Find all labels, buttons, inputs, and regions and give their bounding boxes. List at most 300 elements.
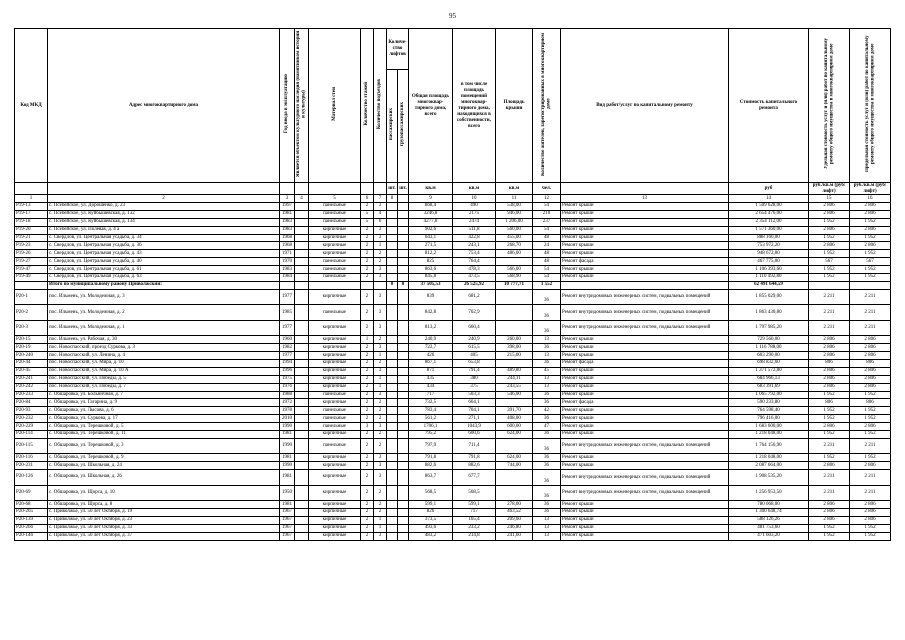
cell-residents: 54 <box>533 266 561 274</box>
cell-unit-cost: 2 806 <box>809 383 850 391</box>
cell-entrances: 3 <box>374 454 387 462</box>
cell-residents: 36 <box>533 430 561 438</box>
cell-max-cost: 1 952 <box>850 218 891 226</box>
cell-code: Р20-242 <box>15 383 48 391</box>
cell-floors: 1 <box>361 336 374 344</box>
header-work-type: Вид работ/услуг по капитальному ремонту <box>561 29 729 183</box>
cell-max-cost: 2 806 <box>850 501 891 509</box>
cell-lifts-cargo <box>398 352 409 360</box>
units-row <box>15 183 891 195</box>
cell-total-area: 561,2 <box>409 415 453 423</box>
cell-work-type: Ремонт крыши <box>561 415 729 423</box>
cell-floors: 2 <box>361 391 374 399</box>
cell-entrances: 6 <box>374 218 387 226</box>
cell-wall-material: панельные <box>309 210 361 218</box>
cell-total-area: 373,5 <box>409 516 453 524</box>
unit-sqm: кв.м <box>496 183 533 195</box>
cell-wall-material: кирпичные <box>309 524 361 532</box>
cell-code: Р19-18 <box>15 218 48 226</box>
cell-wall-material: кирпичные <box>309 383 361 391</box>
cell-unit-cost: 2 806 <box>809 210 850 218</box>
cell-owned-area: 478,3 <box>453 266 496 274</box>
cell-roof-area: 243,55 <box>496 383 533 391</box>
table-row <box>15 305 891 321</box>
cell-heritage <box>295 462 309 470</box>
column-number: 11 <box>496 195 533 203</box>
cell-floors: 2 <box>361 234 374 242</box>
cell-floors: 2 <box>361 242 374 250</box>
cell-address: с. Псебейское, ул. Дорошенко, д. 23 <box>48 203 280 211</box>
cell-wall-material: кирпичные <box>309 367 361 375</box>
cell-floors: 2 <box>361 485 374 501</box>
cell-lifts-cargo <box>398 320 409 336</box>
cell-cost: 1 764 156,90 <box>729 438 809 454</box>
table-row <box>15 430 891 438</box>
cell-wall-material: панельные <box>309 274 361 282</box>
cell-address: с. Приволжье, ул. 50 лет Октября, д. 37 <box>48 532 280 540</box>
cell-total-area: 839 <box>409 289 453 305</box>
cell-total-area: 568,5 <box>409 485 453 501</box>
cell-lifts-passenger <box>387 320 398 336</box>
unit-rub: руб <box>729 183 809 195</box>
cell-max-cost: 1 952 <box>850 532 891 540</box>
cell-heritage <box>295 516 309 524</box>
cell-code: Р20-1 <box>15 289 48 305</box>
cell-roof-area: 455,00 <box>496 234 533 242</box>
cell-cost: 471 603,20 <box>729 532 809 540</box>
cell-address: пос. Новоспасский, проезд Суркова, д. 3 <box>48 344 280 352</box>
repair-register-table <box>14 28 891 541</box>
cell-address: с. Обшаровка, ул. Терешковой, д. 5 <box>48 423 280 431</box>
cell-work-type: Ремонт крыши <box>561 203 729 211</box>
cell-heritage <box>295 485 309 501</box>
cell-owned-area: 599,1 <box>453 501 496 509</box>
cell-address: с. Обшаровка, ул. Суркова, д. 17 <box>48 415 280 423</box>
cell-floors: 2 <box>361 258 374 266</box>
cell-unit-cost: 2 211 <box>809 289 850 305</box>
cell-wall-material <box>309 281 361 289</box>
cell-lifts-cargo <box>398 234 409 242</box>
cell-address: с. Приволжье, ул. 50 лет Октября, д. 33 <box>48 524 280 532</box>
cell-heritage <box>295 281 309 289</box>
cell-code: Р20-44 <box>15 359 48 367</box>
cell-max-cost: 2 806 <box>850 352 891 360</box>
cell-roof-area: 560,00 <box>496 226 533 234</box>
cell-address: с. Обшаровка, ул. Лысова, д. 6 <box>48 407 280 415</box>
cell-unit-cost: 2 806 <box>809 242 850 250</box>
cell-work-type: Ремонт крыши <box>561 524 729 532</box>
cell-unit-cost: 2 806 <box>809 367 850 375</box>
cell-lifts-passenger <box>387 407 398 415</box>
header-lifts: Количе-ство лифтов <box>387 29 409 70</box>
cell-wall-material: панельные <box>309 407 361 415</box>
cell-work-type: Ремонт внутридомовых инженерных систем, подвальных помещений <box>561 438 729 454</box>
cell-work-type: Ремонт крыши <box>561 407 729 415</box>
cell-owned-area: 653,8 <box>453 359 496 367</box>
cell-wall-material: панельные <box>309 423 361 431</box>
cell-roof-area <box>496 359 533 367</box>
cell-total-area: 825 <box>409 258 453 266</box>
cell-residents: 36 <box>533 462 561 470</box>
cell-lifts-cargo <box>398 289 409 305</box>
cell-lifts-passenger <box>387 383 398 391</box>
cell-code: Р20-19 <box>15 344 48 352</box>
cell-max-cost: 1 952 <box>850 415 891 423</box>
table-row <box>15 274 891 282</box>
cell-roof-area: 546,00 <box>496 391 533 399</box>
cell-cost: 62 491 644,59 <box>729 281 809 289</box>
cell-max-cost: 2 211 <box>850 305 891 321</box>
cell-entrances: 2 <box>374 501 387 509</box>
cell-heritage <box>295 454 309 462</box>
cell-year: 1972 <box>280 399 295 407</box>
cell-residents: 54 <box>533 203 561 211</box>
cell-floors: 2 <box>361 289 374 305</box>
cell-unit-cost: 1 952 <box>809 250 850 258</box>
cell-year: 1997 <box>280 203 295 211</box>
cell-cost: 729 560,00 <box>729 336 809 344</box>
cell-lifts-passenger <box>387 454 398 462</box>
column-number: 2 <box>48 195 280 203</box>
cell-work-type: Ремонт крыши <box>561 532 729 540</box>
cell-cost: 1 855 029,00 <box>729 289 809 305</box>
cell-lifts-passenger <box>387 509 398 517</box>
cell-total-area: 3246,8 <box>409 210 453 218</box>
cell-year: 1996 <box>280 367 295 375</box>
cell-residents: 54 <box>533 226 561 234</box>
unit-sqm: кв.м <box>409 183 453 195</box>
cell-floors: 2 <box>361 399 374 407</box>
cell-max-cost: 1 952 <box>850 250 891 258</box>
cell-year: 1981 <box>280 454 295 462</box>
cell-entrances: 2 <box>374 509 387 517</box>
header-wall-material: Материал стен <box>309 29 361 183</box>
cell-address: с. Свердлов, ул. Центральная усадьба, д. 34 <box>48 234 280 242</box>
cell-owned-area: 717 <box>453 509 496 517</box>
cell-lifts-cargo <box>398 454 409 462</box>
table-row <box>15 501 891 509</box>
header-entrances: Количество подъездов <box>374 29 387 183</box>
cell-max-cost: 2 806 <box>850 344 891 352</box>
cell-wall-material: кирпичные <box>309 250 361 258</box>
cell-roof-area: 744,00 <box>496 462 533 470</box>
cell-lifts-cargo <box>398 210 409 218</box>
cell-heritage <box>295 470 309 486</box>
cell-lifts-passenger <box>387 430 398 438</box>
cell-unit-cost: 2 806 <box>809 509 850 517</box>
cell-roof-area <box>496 289 533 305</box>
cell-entrances: 1 <box>374 524 387 532</box>
cell-wall-material: кирпичные <box>309 320 361 336</box>
cell-year: 1977 <box>280 289 295 305</box>
cell-cost: 948 672,00 <box>729 250 809 258</box>
cell-address: пос. Новоспасский, ул. Победы, д. 5 <box>48 375 280 383</box>
cell-max-cost: 2 211 <box>850 320 891 336</box>
cell-total-area: 1706,1 <box>409 423 453 431</box>
cell-address: с. Свердлов, ул. Центральная усадьба, д. 43 <box>48 250 280 258</box>
table-row <box>15 210 891 218</box>
cell-work-type: Ремонт крыши <box>561 336 729 344</box>
cell-floors: 2 <box>361 383 374 391</box>
cell-total-area: 599,1 <box>409 501 453 509</box>
cell-work-type: Ремонт крыши <box>561 266 729 274</box>
cell-unit-cost: 2 211 <box>809 320 850 336</box>
cell-roof-area: 244,11 <box>496 375 533 383</box>
cell-residents: 1 552 <box>533 281 561 289</box>
column-number: 15 <box>809 195 850 203</box>
cell-entrances: 1 <box>374 242 387 250</box>
cell-lifts-passenger <box>387 375 398 383</box>
cell-year: 1971 <box>280 250 295 258</box>
cell-owned-area: 753,4 <box>453 250 496 258</box>
cell-year: 1981 <box>280 501 295 509</box>
table-row <box>15 218 891 226</box>
cell-max-cost: 2 806 <box>850 423 891 431</box>
cell-lifts-passenger <box>387 266 398 274</box>
cell-cost: 1 571 360,00 <box>729 226 809 234</box>
cell-max-cost <box>850 281 891 289</box>
cell-roof-area: 408,00 <box>496 415 533 423</box>
cell-address: пос. Новоспасский, ул. Мира, д. 10 А <box>48 367 280 375</box>
cell-floors: 2 <box>361 516 374 524</box>
cell-lifts-cargo <box>398 509 409 517</box>
cell-owned-area: 1043,9 <box>453 423 496 431</box>
cell-cost: 698 832,60 <box>729 359 809 367</box>
cell-floors: 2 <box>361 524 374 532</box>
cell-entrances: 3 <box>374 226 387 234</box>
cell-lifts-passenger <box>387 501 398 509</box>
cell-residents: 36 <box>533 289 561 305</box>
cell-entrances: 1 <box>374 383 387 391</box>
cell-wall-material: кирпичные <box>309 454 361 462</box>
cell-heritage <box>295 407 309 415</box>
cell-code: Р20-116 <box>15 454 48 462</box>
cell-heritage <box>295 250 309 258</box>
cell-address: с. Обшаровка, ул. Терешковой, д. 11 <box>48 430 280 438</box>
header-code: Код МКД <box>15 29 48 183</box>
column-number: 12 <box>533 195 561 203</box>
cell-lifts-cargo <box>398 516 409 524</box>
cell-cost: 684 966,13 <box>729 375 809 383</box>
cell-entrances: 3 <box>374 462 387 470</box>
cell-work-type: Ремонт крыши <box>561 210 729 218</box>
cell-year: 1950 <box>280 485 295 501</box>
cell-address: пос. Ильмень, ул. Рабочая, д. 30 <box>48 336 280 344</box>
cell-wall-material: кирпичные <box>309 532 361 540</box>
column-numbers-row <box>15 195 891 203</box>
cell-cost: 1 300 648,74 <box>729 509 809 517</box>
cell-code: Р20-84 <box>15 399 48 407</box>
cell-residents: 24 <box>533 242 561 250</box>
cell-floors: 2 <box>361 438 374 454</box>
cell-roof-area: 1 206,00 <box>496 218 533 226</box>
cell-year: 1988 <box>280 391 295 399</box>
cell-code: Р20-15 <box>15 336 48 344</box>
cell-entrances: 1 <box>374 516 387 524</box>
cell-lifts-cargo <box>398 203 409 211</box>
cell-heritage <box>295 438 309 454</box>
cell-cost: 780 068,00 <box>729 501 809 509</box>
cell-work-type: Ремонт внутридомовых инженерных систем, подвальных помещений <box>561 485 729 501</box>
cell-owned-area: 791,4 <box>453 367 496 375</box>
cell-max-cost: 1 952 <box>850 266 891 274</box>
cell-floors: 2 <box>361 375 374 383</box>
cell-max-cost: 1 952 <box>850 274 891 282</box>
cell-wall-material: панельные <box>309 203 361 211</box>
cell-roof-area: 624,00 <box>496 454 533 462</box>
cell-work-type <box>561 281 729 289</box>
cell-floors: 2 <box>361 250 374 258</box>
cell-entrances: 2 <box>374 485 387 501</box>
cell-cost: 753 972,20 <box>729 242 809 250</box>
cell-lifts-passenger <box>387 415 398 423</box>
cell-residents: 48 <box>533 234 561 242</box>
cell-max-cost: 567 <box>850 258 891 266</box>
cell-wall-material: панельные <box>309 305 361 321</box>
cell-residents: 36 <box>533 509 561 517</box>
cell-unit-cost: 2 806 <box>809 203 850 211</box>
header-row <box>15 29 891 70</box>
cell-lifts-passenger <box>387 242 398 250</box>
cell-lifts-passenger <box>387 305 398 321</box>
cell-address: с. Псебейское, ул. Куйбышевская, д. 134 <box>48 218 280 226</box>
cell-work-type: Ремонт крыши <box>561 375 729 383</box>
cell-year: 1990 <box>280 438 295 454</box>
cell-roof-area <box>496 438 533 454</box>
cell-heritage <box>295 375 309 383</box>
cell-max-cost: 2 211 <box>850 289 891 305</box>
cell-owned-area: 681,2 <box>453 289 496 305</box>
cell-entrances: 1 <box>374 352 387 360</box>
cell-floors: 2 <box>361 501 374 509</box>
cell-address: с. Обшаровка, ул. Школьная, д. 24 <box>48 462 280 470</box>
cell-address: с. Обшаровка, ул. Гагарина, д. 9 <box>48 399 280 407</box>
cell-heritage <box>295 430 309 438</box>
cell-total-area: 37 505,53 <box>409 281 453 289</box>
cell-wall-material: панельные <box>309 438 361 454</box>
cell-roof-area: 278,00 <box>496 501 533 509</box>
cell-address: пос. Ильмень, ул. Молодежная, д. 2 <box>48 305 280 321</box>
cell-entrances: 2 <box>374 336 387 344</box>
cell-cost: 764 598,40 <box>729 407 809 415</box>
cell-total-area: 435 <box>409 375 453 383</box>
header-cost: Стоимость капитального ремонта <box>729 29 809 183</box>
cell-owned-area: 233,2 <box>453 524 496 532</box>
cell-max-cost: 2 806 <box>850 336 891 344</box>
cell-max-cost: 2 806 <box>850 367 891 375</box>
cell-unit-cost: 1 952 <box>809 415 850 423</box>
cell-unit-cost: 1 952 <box>809 266 850 274</box>
header-max-cost: Предельная стоимость услуг и (или) работ по капитальному ремонту общего имущества в многоквартирном доме <box>850 29 891 183</box>
cell-lifts-passenger <box>387 344 398 352</box>
cell-heritage <box>295 242 309 250</box>
cell-unit-cost: 1 952 <box>809 532 850 540</box>
cell-entrances: 3 <box>374 367 387 375</box>
header-heritage: Является объектом культурного наследия (памятником истории и культуры) <box>295 29 309 183</box>
cell-entrances: 3 <box>374 391 387 399</box>
cell-cost: 1 863 430,80 <box>729 305 809 321</box>
cell-heritage <box>295 359 309 367</box>
cell-address: с. Обшаровка, ул. Щорса, д. 8 <box>48 501 280 509</box>
table-row <box>15 383 891 391</box>
table-row <box>15 423 891 431</box>
cell-address: с. Свердлов, ул. Центральная усадьба, д. 40 <box>48 258 280 266</box>
cell-wall-material: кирпичные <box>309 226 361 234</box>
cell-total-area: 426 <box>409 352 453 360</box>
cell-max-cost: 2 211 <box>850 485 891 501</box>
cell-lifts-passenger <box>387 367 398 375</box>
cell-floors: 2 <box>361 509 374 517</box>
cell-work-type: Ремонт крыши <box>561 344 729 352</box>
cell-address: пос. Новоспасский, ул. Ленина, д. 4 <box>48 352 280 360</box>
cell-total-area: 882,6 <box>409 462 453 470</box>
header-year: Год ввода в эксплуатацию <box>280 29 295 183</box>
cell-year: 1977 <box>280 352 295 360</box>
column-number: 9 <box>409 195 453 203</box>
cell-total-area: 842,8 <box>409 305 453 321</box>
cell-year: 1990 <box>280 462 295 470</box>
cell-max-cost: 2 806 <box>850 226 891 234</box>
header-unit-cost: Удельная стоимость услуг и (или) работ по капитальному ремонту общего имущества в многоквартирном доме <box>809 29 850 183</box>
cell-lifts-cargo <box>398 532 409 540</box>
table-row <box>15 485 891 501</box>
cell-lifts-passenger <box>387 218 398 226</box>
cell-lifts-cargo <box>398 383 409 391</box>
cell-unit-cost: 567 <box>809 258 850 266</box>
cell-floors: 2 <box>361 344 374 352</box>
cell-work-type: Ремонт крыши <box>561 274 729 282</box>
cell-heritage <box>295 415 309 423</box>
cell-address: с. Свердлов, ул. Центральная усадьба, д. 36 <box>48 242 280 250</box>
cell-cost: 1 797 985,20 <box>729 320 809 336</box>
table-row <box>15 359 891 367</box>
cell-lifts-passenger <box>387 391 398 399</box>
cell-cost: 588 126,26 <box>729 516 809 524</box>
cell-entrances: 2 <box>374 258 387 266</box>
cell-wall-material: кирпичные <box>309 516 361 524</box>
cell-owned-area: 882,6 <box>453 462 496 470</box>
cell-lifts-passenger: 0 <box>387 281 398 289</box>
cell-lifts-cargo <box>398 485 409 501</box>
cell-wall-material: кирпичные <box>309 430 361 438</box>
cell-roof-area: 946,00 <box>496 210 533 218</box>
cell-address: пос. Новоспасский, ул. Победы, д. 7 <box>48 383 280 391</box>
column-number: 5 <box>309 195 361 203</box>
table-row <box>15 407 891 415</box>
cell-owned-area: 503,3 <box>453 391 496 399</box>
cell-code: Р19-23 <box>15 242 48 250</box>
cell-entrances: 2 <box>374 438 387 454</box>
cell-residents: 36 <box>533 485 561 501</box>
cell-heritage <box>295 367 309 375</box>
header-floors: Количество этажей <box>361 29 374 183</box>
cell-cost: 796 416,00 <box>729 415 809 423</box>
cell-code: Р20-233 <box>15 391 48 399</box>
cell-lifts-cargo <box>398 430 409 438</box>
cell-total-area: 813,2 <box>409 320 453 336</box>
cell-total-area: 240,9 <box>409 336 453 344</box>
cell-residents: 54 <box>533 274 561 282</box>
cell-year: 1981 <box>280 430 295 438</box>
table-row <box>15 391 891 399</box>
cell-unit-cost: 2 211 <box>809 470 850 486</box>
cell-lifts-cargo <box>398 226 409 234</box>
cell-max-cost: 2 806 <box>850 516 891 524</box>
cell-floors: 2 <box>361 415 374 423</box>
cell-work-type: Ремонт крыши <box>561 226 729 234</box>
cell-owned-area: 660,4 <box>453 320 496 336</box>
cell-code: Р20-229 <box>15 423 48 431</box>
